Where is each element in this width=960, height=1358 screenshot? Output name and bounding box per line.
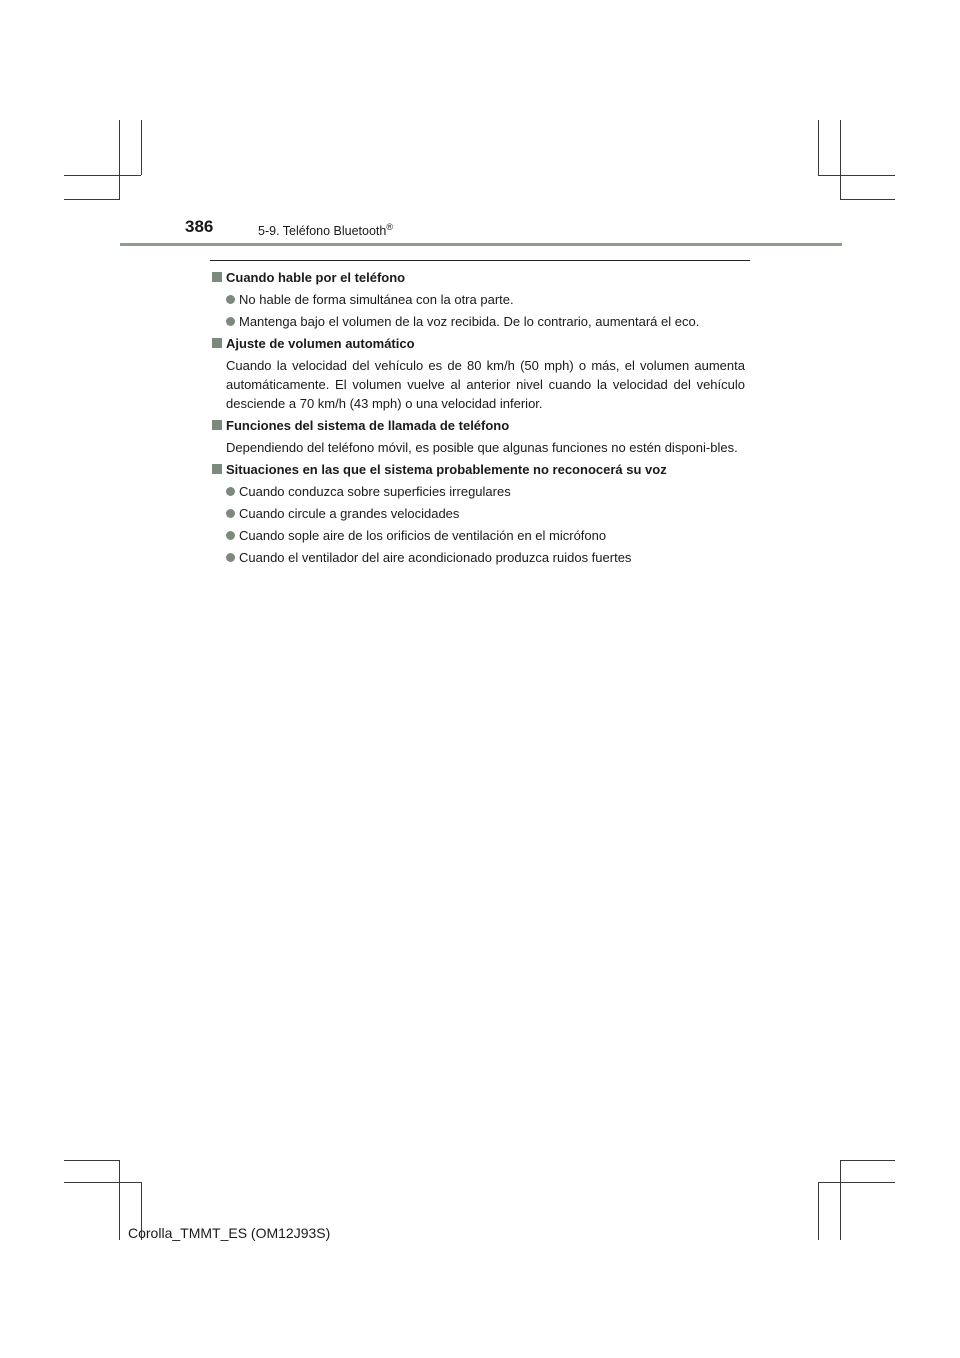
content-rule (210, 260, 750, 261)
list-item-text: Cuando el ventilador del aire acondicionado produzca ruidos fuertes (239, 550, 632, 565)
circle-bullet-icon (226, 509, 235, 518)
section-paragraph: Dependiendo del teléfono móvil, es posible que algunas funciones no estén disponi-bles. (226, 440, 738, 455)
crop-mark (818, 1182, 895, 1183)
square-bullet-icon (212, 464, 222, 474)
section-heading (210, 416, 745, 435)
circle-bullet-icon (226, 531, 235, 540)
section-block (210, 334, 745, 413)
list-item-text: Cuando sople aire de los orificios de ventilación en el micrófono (239, 528, 607, 543)
header-rule (120, 243, 842, 246)
square-bullet-icon (212, 338, 222, 348)
square-bullet-icon (212, 420, 222, 430)
crop-mark (64, 1160, 119, 1161)
registered-mark: ® (386, 222, 393, 232)
page-number: 386 (185, 217, 214, 236)
list-item (210, 482, 745, 501)
crop-mark (119, 120, 120, 200)
section-heading-text: Cuando hable por el teléfono (226, 270, 406, 285)
section-heading-text: Funciones del sistema de llamada de teléfono (226, 418, 510, 433)
section-title-text: 5-9. Teléfono Bluetooth (258, 224, 387, 238)
crop-mark (818, 175, 895, 176)
section-heading (210, 334, 745, 353)
crop-mark (64, 199, 119, 200)
section-block (210, 416, 745, 457)
crop-mark (64, 175, 141, 176)
section-title (258, 222, 393, 238)
section-block (210, 460, 745, 567)
list-item-text: Mantenga bajo el volumen de la voz recibida. De lo contrario, aumentará el eco. (239, 314, 700, 329)
section-heading (210, 460, 745, 479)
list-item (210, 548, 745, 567)
section-block (210, 268, 745, 331)
section-heading (210, 268, 745, 287)
list-item-text: No hable de forma simultánea con la otra parte. (239, 292, 514, 307)
crop-mark (840, 1160, 841, 1240)
list-item (210, 526, 745, 545)
square-bullet-icon (212, 272, 222, 282)
circle-bullet-icon (226, 295, 235, 304)
crop-mark (840, 120, 841, 200)
circle-bullet-icon (226, 487, 235, 496)
crop-mark (64, 1182, 141, 1183)
list-item-text: Cuando circule a grandes velocidades (239, 506, 460, 521)
list-item (210, 312, 745, 331)
crop-mark (119, 1160, 120, 1240)
circle-bullet-icon (226, 317, 235, 326)
crop-mark (818, 120, 819, 175)
list-item-text: Cuando conduzca sobre superficies irregulares (239, 484, 511, 499)
page-content (210, 268, 745, 570)
section-heading-text: Situaciones en las que el sistema probablemente no reconocerá su voz (226, 462, 667, 477)
crop-mark (840, 199, 895, 200)
section-paragraph: Cuando la velocidad del vehículo es de 80 km/h (50 mph) o más, el volumen aumenta automáticamente. El volumen vuelve al anterior nivel cuando la velocidad del vehículo desciende a 70 km/h (43 mph) o una velocidad inferior. (226, 358, 745, 411)
list-item (210, 290, 745, 309)
document-id: Corolla_TMMT_ES (OM12J93S) (128, 1225, 331, 1241)
crop-mark (141, 120, 142, 175)
crop-mark (818, 1182, 819, 1240)
list-item (210, 504, 745, 523)
crop-mark (840, 1160, 895, 1161)
circle-bullet-icon (226, 553, 235, 562)
section-heading-text: Ajuste de volumen automático (226, 336, 415, 351)
